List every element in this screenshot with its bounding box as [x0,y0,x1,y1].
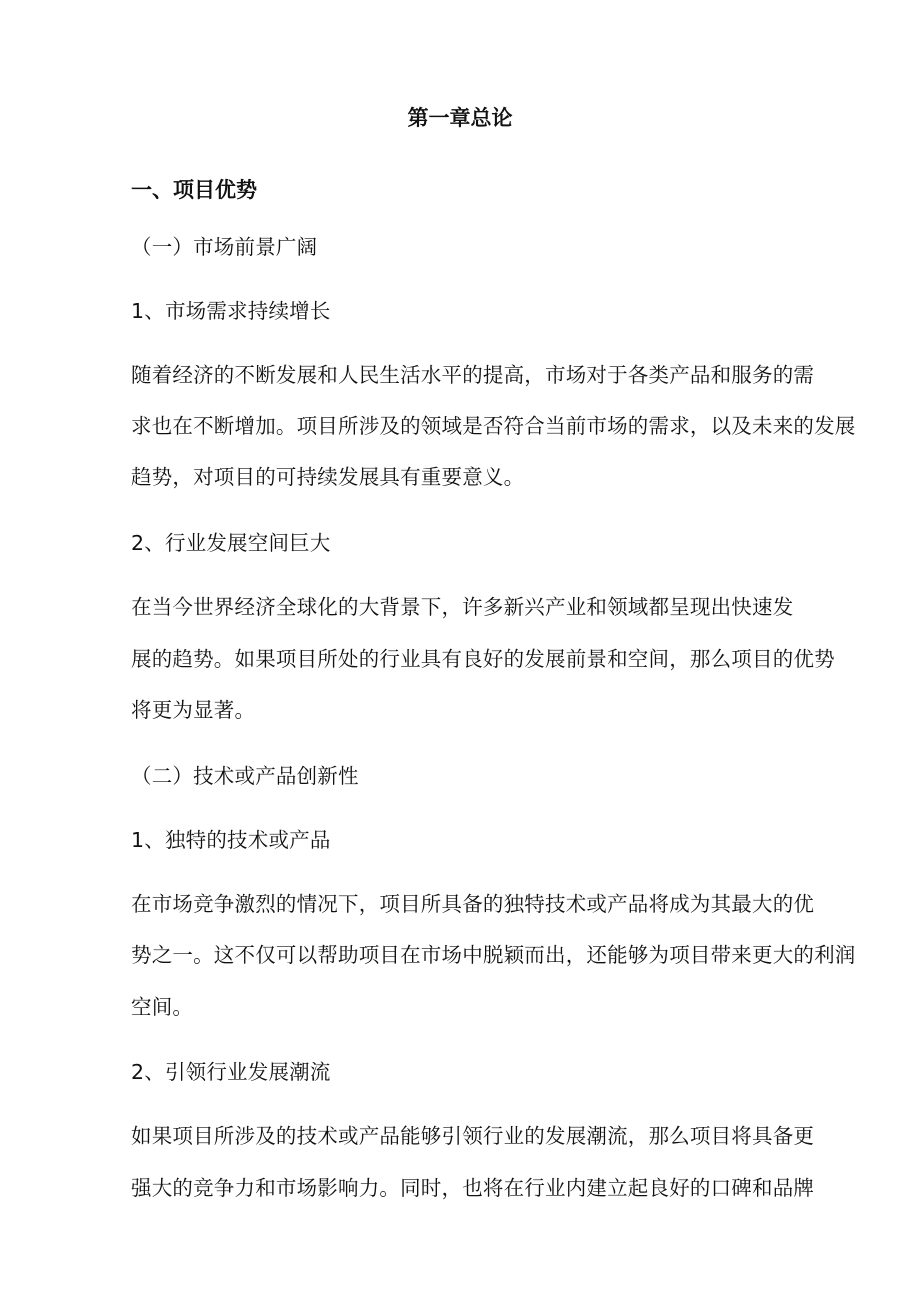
paragraph-line: 趋势，对项目的可持续发展具有重要意义。 [131,465,525,489]
item-heading: 1、市场需求持续增长 [131,299,331,323]
paragraph-line: 在市场竞争激烈的情况下，项目所具备的独特技术或产品将成为其最大的优 [131,892,815,916]
paragraph-line: 将更为显著。 [131,698,256,722]
section-heading: 一、项目优势 [131,178,257,202]
item-heading: 1、独特的技术或产品 [131,828,331,852]
paragraph-line: 求也在不断增加。项目所涉及的领域是否符合当前市场的需求，以及未来的发展 [131,414,856,438]
chapter-title: 第一章总论 [407,106,513,130]
subsection-heading: （二）技术或产品创新性 [131,764,359,788]
item-heading: 2、行业发展空间巨大 [131,531,331,555]
paragraph-line: 势之一。这不仅可以帮助项目在市场中脱颖而出，还能够为项目带来更大的利润 [131,943,856,967]
paragraph-line: 展的趋势。如果项目所处的行业具有良好的发展前景和空间，那么项目的优势 [131,647,835,671]
paragraph-line: 空间。 [131,995,194,1019]
paragraph-line: 在当今世界经济全球化的大背景下，许多新兴产业和领域都呈现出快速发 [131,595,794,619]
paragraph-line: 如果项目所涉及的技术或产品能够引领行业的发展潮流，那么项目将具备更 [131,1124,815,1148]
paragraph-line: 强大的竞争力和市场影响力。同时，也将在行业内建立起良好的口碑和品牌 [131,1176,815,1200]
subsection-heading: （一）市场前景广阔 [131,235,318,259]
item-heading: 2、引领行业发展潮流 [131,1060,331,1084]
paragraph-line: 随着经济的不断发展和人民生活水平的提高，市场对于各类产品和服务的需 [131,363,815,387]
